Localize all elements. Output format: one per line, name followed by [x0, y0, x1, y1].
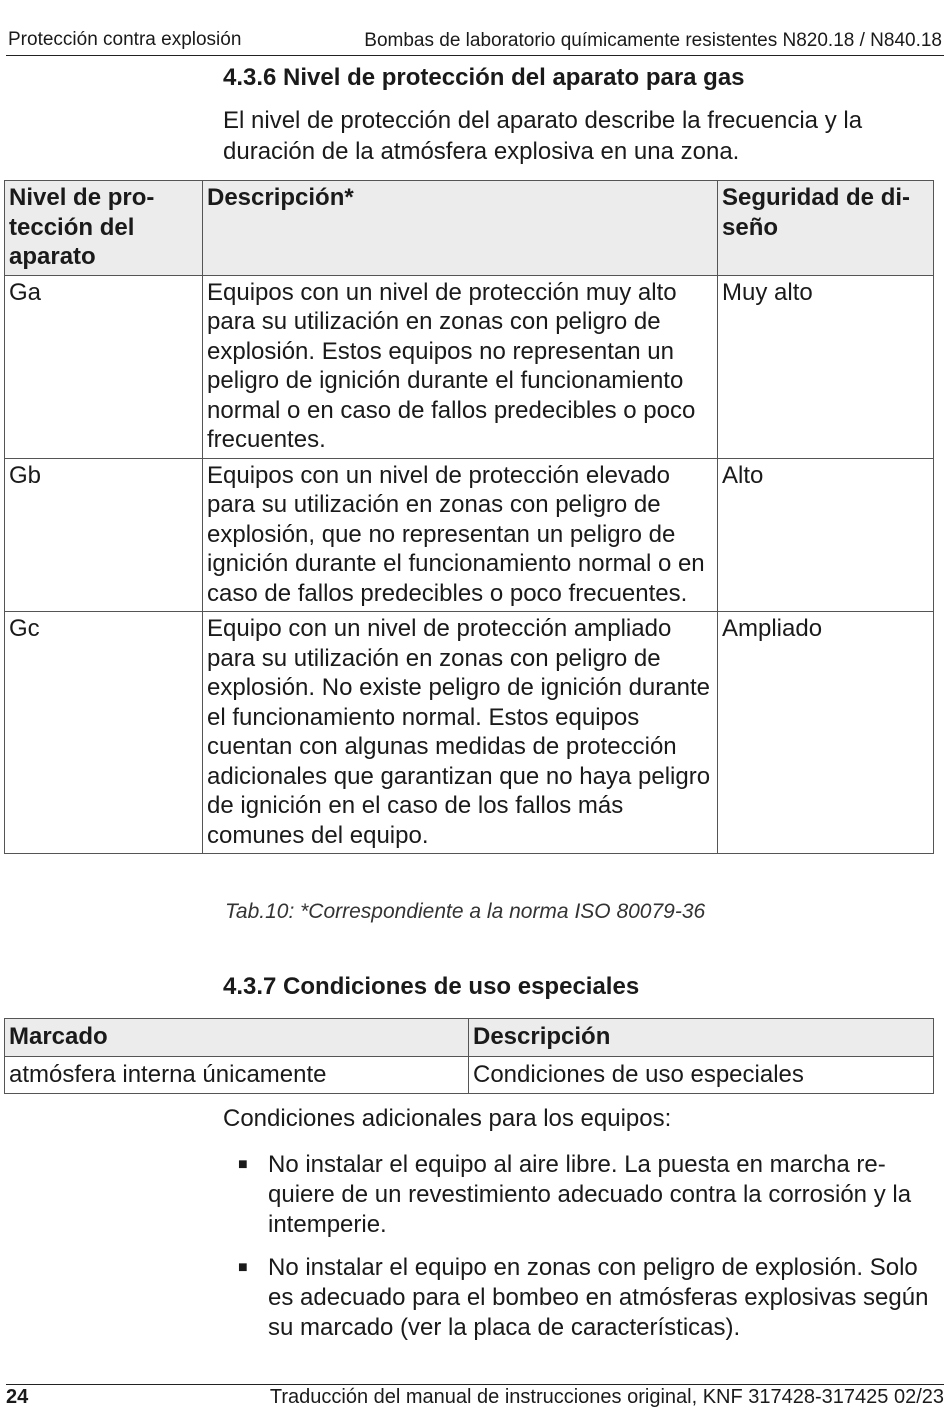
table-row — [5, 458, 934, 612]
footer-divider — [6, 1384, 944, 1385]
page-number: 24 — [6, 1386, 29, 1408]
header-divider — [6, 55, 944, 56]
table-header-row — [5, 181, 934, 276]
list-item-text: No instalar el equipo al aire libre. La puesta en marcha requiere de un revestimiento adecuado contra la corrosión y la intemperie. — [268, 1151, 912, 1238]
safety-cell: Alto — [718, 458, 934, 612]
column-header-marking: Marcado — [5, 1019, 469, 1057]
description-cell: Equipos con un nivel de protección muy alto para su utilización en zonas con peligro de explosión. Estos equipos no representan un peligro de ignición durante el funcionamiento normal o en caso de fallos predecibles o poco frecuentes. — [203, 275, 718, 458]
running-header-section: Protección contra explosión — [8, 29, 242, 50]
level-cell: Gc — [5, 612, 203, 854]
safety-cell: Muy alto — [718, 275, 934, 458]
description-cell: Equipos con un nivel de protección elevado para su utilización en zonas con peligro de explosión, que no representan un peligro de ignición durante el funcionamiento normal o en caso de fallos predecibles o poco frecuentes. — [203, 458, 718, 612]
special-conditions-table — [4, 1018, 934, 1094]
description-cell: Equipo con un nivel de protección ampliado para su utilización en zonas con peligro de explosión. No existe peligro de ignición durante el funcionamiento normal. Estos equipos cuentan con algunas medidas de protección adicionales que garantizan que no haya peligro de ignición en el caso de los fallos más comunes del equipo. — [203, 612, 718, 854]
column-header-description: Descripción* — [203, 181, 718, 276]
table-row — [5, 1056, 934, 1094]
safety-cell: Ampliado — [718, 612, 934, 854]
table-row — [5, 612, 934, 854]
protection-level-table — [4, 180, 934, 854]
conditions-intro: Condiciones adicionales para los equipos: — [223, 1105, 672, 1132]
description-cell: Condiciones de uso especiales — [469, 1056, 934, 1094]
table-header-row — [5, 1019, 934, 1057]
footer-text: Traducción del manual de instrucciones original, KNF 317428-317425 02/23 — [269, 1386, 944, 1408]
bullet-square-icon: ■ — [238, 1156, 248, 1173]
running-header-title: Bombas de laboratorio químicamente resistentes N820.18 / N840.18 — [364, 30, 942, 51]
list-item — [238, 1150, 938, 1240]
level-cell: Ga — [5, 275, 203, 458]
section-heading-4-3-6: 4.3.6 Nivel de protección del aparato para gas — [223, 64, 745, 91]
section-heading-4-3-7: 4.3.7 Condiciones de uso especiales — [223, 973, 640, 1000]
conditions-list — [238, 1150, 938, 1356]
column-header-safety: Seguridad de diseño — [718, 181, 934, 276]
table-row — [5, 275, 934, 458]
column-header-description: Descripción — [469, 1019, 934, 1057]
bullet-square-icon: ■ — [238, 1259, 248, 1276]
list-item-text: No instalar el equipo en zonas con peligro de explosión. Solo es adecuado para el bombeo en atmósferas explosivas según su marcado (ver la placa de características). — [268, 1254, 929, 1341]
marking-cell: atmósfera interna únicamente — [5, 1056, 469, 1094]
section-intro-paragraph: El nivel de protección del aparato describe la frecuencia y la duración de la atmósfera explosiva en una zona. — [223, 107, 863, 165]
column-header-level: Nivel de protección del aparato — [5, 181, 203, 276]
table-caption: Tab.10: *Correspondiente a la norma ISO 80079-36 — [225, 900, 706, 923]
level-cell: Gb — [5, 458, 203, 612]
list-item — [238, 1253, 938, 1343]
